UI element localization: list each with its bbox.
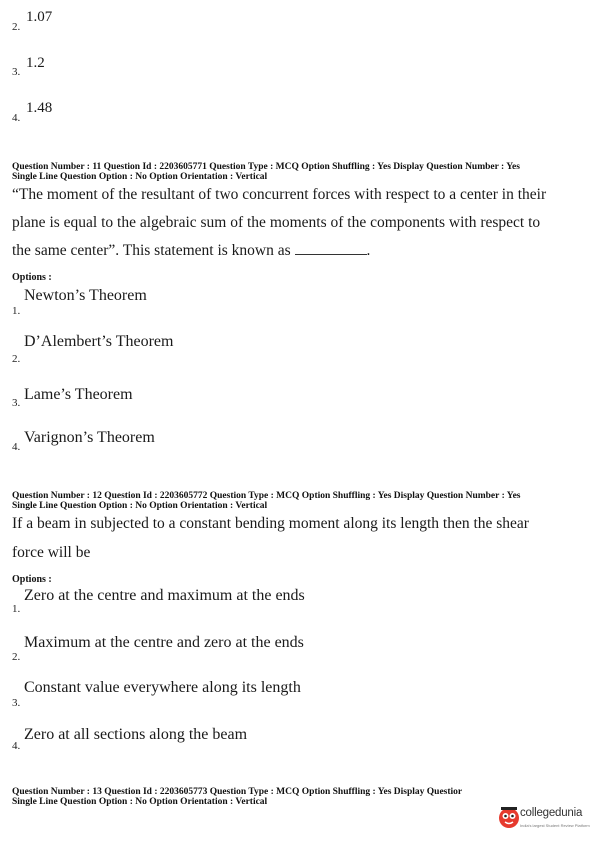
question-meta-line1: Question Number : 11 Question Id : 2203605771 Question Type : MCQ Option Shuffling : Yes Display Question Number : Yes: [12, 162, 520, 172]
option-text: Lame’s Theorem: [24, 386, 133, 403]
question-stem-line2: plane is equal to the algebraic sum of the moments of the components with respect to: [12, 214, 541, 231]
option-number: 1.: [12, 603, 21, 615]
logo-tagline: India's largest Student Review Platform: [520, 823, 590, 828]
options-label: Options :: [12, 272, 52, 283]
options-label: Options :: [12, 574, 52, 585]
option-number: 2.: [12, 21, 21, 33]
option-text: Zero at the centre and maximum at the ends: [24, 587, 305, 604]
option-number: 3.: [12, 697, 21, 709]
logo-name: collegedunia: [520, 807, 583, 819]
option-text: D’Alembert’s Theorem: [24, 333, 174, 350]
mascot-icon: [498, 806, 520, 830]
question-meta-line1: Question Number : 13 Question Id : 2203605773 Question Type : MCQ Option Shuffling : Yes Display Questior: [12, 787, 463, 797]
option-text: 1.2: [26, 55, 45, 71]
question-stem-line2: force will be: [12, 544, 91, 561]
question-stem-text: the same center”. This statement is known as: [12, 242, 291, 259]
option-number: 3.: [12, 66, 21, 78]
option-number: 1.: [12, 305, 21, 317]
question-meta-line2: Single Line Question Option : No Option Orientation : Vertical: [12, 172, 268, 182]
option-number: 4.: [12, 112, 21, 124]
option-number: 2.: [12, 651, 21, 663]
question-meta-line2: Single Line Question Option : No Option Orientation : Vertical: [12, 797, 268, 807]
collegedunia-logo: [496, 804, 595, 834]
question-stem-end: .: [366, 242, 371, 259]
question-stem-line1: “The moment of the resultant of two concurrent forces with respect to a center in their: [12, 186, 547, 203]
option-text: Constant value everywhere along its length: [24, 679, 301, 696]
option-text: 1.48: [26, 100, 53, 116]
answer-blank: [295, 240, 367, 255]
option-number: 3.: [12, 397, 21, 409]
question-meta-line1: Question Number : 12 Question Id : 2203605772 Question Type : MCQ Option Shuffling : Yes Display Question Number : Yes: [12, 491, 521, 501]
option-text: Maximum at the centre and zero at the ends: [24, 634, 304, 651]
option-number: 4.: [12, 740, 21, 752]
option-text: 1.07: [26, 9, 53, 25]
option-number: 4.: [12, 441, 21, 453]
question-stem-line1: If a beam in subjected to a constant bending moment along its length then the shear: [12, 515, 529, 532]
option-text: Zero at all sections along the beam: [24, 726, 248, 743]
question-stem-line3: [12, 237, 370, 265]
option-number: 2.: [12, 353, 21, 365]
question-meta-line2: Single Line Question Option : No Option Orientation : Vertical: [12, 501, 268, 511]
option-text: Varignon’s Theorem: [24, 429, 155, 446]
option-text: Newton’s Theorem: [24, 287, 147, 304]
